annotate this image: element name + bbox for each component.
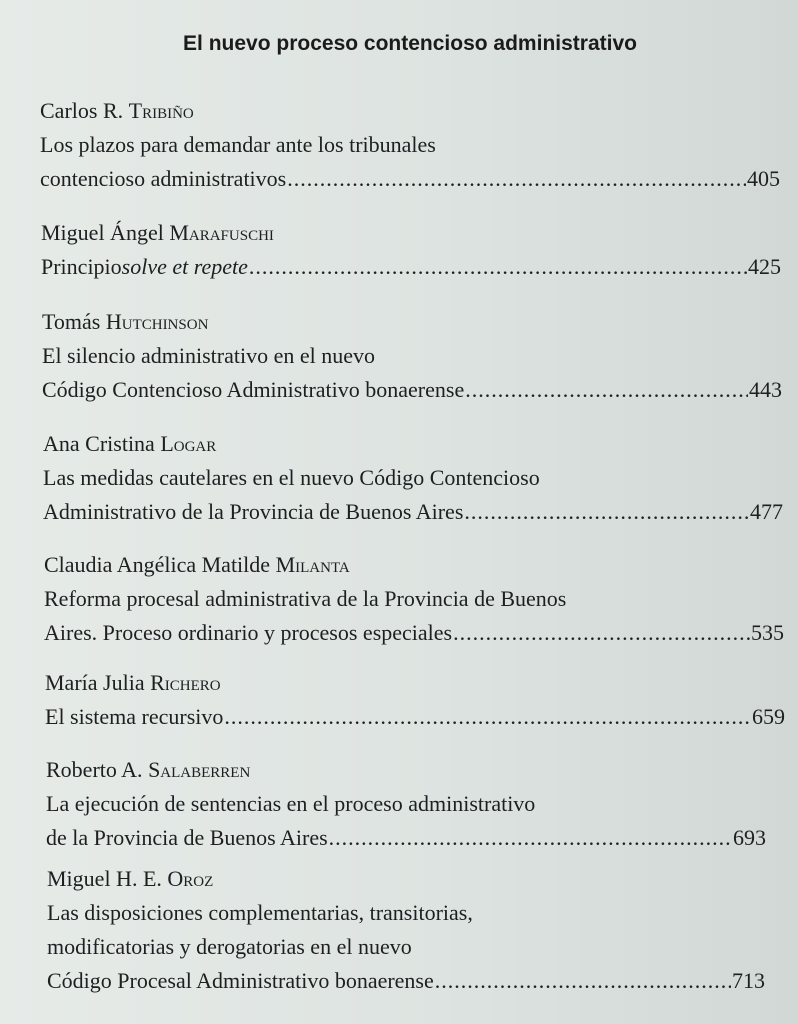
title-line-with-page: El sistema recursivo ..... 659 <box>45 700 785 734</box>
author-name: Tomás Hutchinson <box>42 309 209 334</box>
title-line-with-page: contencioso administrativos ..... 405 <box>40 162 780 196</box>
toc-entry <box>41 216 781 284</box>
title-line-with-page: Principio solve et repete ..... 425 <box>41 250 781 284</box>
dot-leader <box>224 700 751 734</box>
dot-leader <box>453 616 750 650</box>
toc-entry <box>47 862 765 998</box>
author-name: Miguel H. E. Oroz <box>47 866 214 891</box>
dot-leader <box>464 495 749 529</box>
title-line: Las disposiciones complementarias, transitorias, <box>47 900 473 925</box>
page-number: 659 <box>752 704 785 729</box>
title-line-with-page: de la Provincia de Buenos Aires ..... 693 <box>46 821 766 855</box>
page-number: 535 <box>751 620 784 645</box>
title-line: La ejecución de sentencias en el proceso administrativo <box>46 791 536 816</box>
toc-entry <box>42 305 782 407</box>
author-name: Claudia Angélica Matilde Milanta <box>44 552 350 577</box>
toc-entry <box>46 753 766 855</box>
toc-entry <box>44 548 784 650</box>
title-line-with-page: Código Contencioso Administrativo bonaerense ..... 443 <box>42 373 782 407</box>
title-line: Las medidas cautelares en el nuevo Código Contencioso <box>43 465 540 490</box>
page-number: 425 <box>748 254 781 279</box>
author-name: Roberto A. Salaberren <box>46 757 251 782</box>
title-line-with-page: Código Procesal Administrativo bonaerense ..... 713 <box>47 964 765 998</box>
page-number: 443 <box>749 377 782 402</box>
author-name: Carlos R. Tribiño <box>40 98 194 123</box>
page-number: 713 <box>732 968 765 993</box>
title-line-with-page: Aires. Proceso ordinario y procesos especiales ..... 535 <box>44 616 784 650</box>
title-line: modificatorias y derogatorias en el nuevo <box>47 934 412 959</box>
dot-leader <box>249 250 747 284</box>
dot-leader <box>435 964 731 998</box>
dot-leader <box>465 373 748 407</box>
title-line: El silencio administrativo en el nuevo <box>42 343 375 368</box>
author-name: María Julia Richero <box>45 670 221 695</box>
page-number: 405 <box>747 166 780 191</box>
dot-leader <box>287 162 746 196</box>
author-name: Miguel Ángel Marafuschi <box>41 220 274 245</box>
author-name: Ana Cristina Logar <box>43 431 217 456</box>
dot-leader <box>329 821 732 855</box>
title-line-with-page: Administrativo de la Provincia de Buenos Aires ..... 477 <box>43 495 783 529</box>
page-number: 477 <box>750 499 783 524</box>
page-number: 693 <box>733 825 766 850</box>
title-line: Los plazos para demandar ante los tribunales <box>40 132 436 157</box>
title-line: Reforma procesal administrativa de la Provincia de Buenos <box>44 586 567 611</box>
toc-entry <box>40 94 780 196</box>
page-title: El nuevo proceso contencioso administrativo <box>183 32 637 55</box>
toc-entry <box>45 666 785 734</box>
toc-entry <box>43 427 783 529</box>
